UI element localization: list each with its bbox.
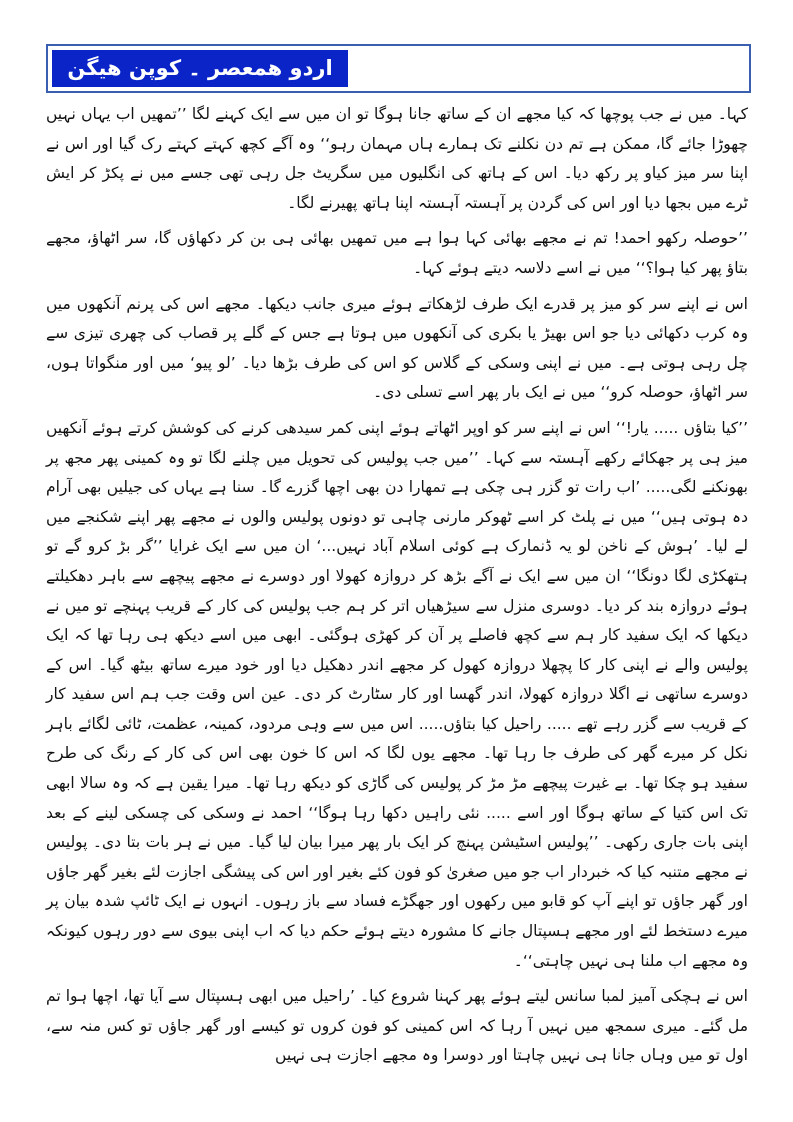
paragraph: اس نے ہچکی آمیز لمبا سانس لیتے ہوئے پھر کہنا شروع کیا۔ ’راحیل میں ابھی ہسپتال سے آیا تھا، اچھا ہوا تم مل گئے۔ میری سمجھ میں نہیں آ رہا کہ اس کمینی کو فون کروں تو کیسے اور گھر جاؤں تو کس منہ سے، اول تو میں وہاں جانا ہی نہیں چاہتا اور دوسرا وہ مجھے اجازت ہی نہیں [46, 987, 748, 1065]
paragraph: ’’حوصلہ رکھو احمد! تم نے مجھے بھائی کہا ہوا ہے میں تمھیں بھائی ہی بن کر دکھاؤں گا، سر اٹھاؤ، مجھے بتاؤ پھر کیا ہوا؟‘‘ میں نے اسے دلاسہ دیتے ہوئے کہا۔ [46, 229, 748, 277]
paragraph: کہا۔ میں نے جب پوچھا کہ کیا مجھے ان کے ساتھ جانا ہوگا تو ان میں سے ایک کہنے لگا ’’تمھیں اب یہاں نہیں چھوڑا جائے گا، ممکن ہے تم دن نکلنے تک ہمارے ہاں مہمان رہو‘‘ وہ آگے کچھ کہتے کہتے رک گیا اور اس نے اپنا سر میز کیاو پر رکھ دیا۔ اس کے ہاتھ کی انگلیوں میں سگریٹ جل رہی تھی جسے میں نے پکڑ کر ایش ٹرے میں بجھا دیا اور اس کی گردن پر آہستہ آہستہ اپنا ہاتھ پھیرنے لگا۔ [46, 105, 748, 212]
paragraph: اس نے اپنے سر کو میز پر قدرے ایک طرف لڑھکاتے ہوئے میری جانب دیکھا۔ مجھے اس کی پرنم آنکھوں میں وہ کرب دکھائی دیا جو اس بھیڑ یا بکری کی آنکھوں میں ہوتا ہے جس کے گلے پر قصاب کی چھری تیزی سے چل رہی ہوتی ہے۔ میں نے اپنی وسکی کے گلاس کو اس کی طرف بڑھا دیا۔ ’لو پیو‘ میں اور منگواتا ہوں، سر اٹھاؤ، حوصلہ کرو‘‘ میں نے ایک بار پھر اسے تسلی دی۔ [46, 294, 748, 402]
story-text [46, 100, 748, 1071]
magazine-title: اردو ھمعصر ۔ کوپن ھیگن [52, 50, 348, 87]
paragraph: ’’کیا بتاؤں ..... یار!‘‘ اس نے اپنے سر کو اوپر اٹھاتے ہوئے اپنی کمر سیدھی کرنے کی کوشش کرتے ہوئے آنکھیں میز ہی پر جھکائے رکھے آہستہ سے کہا۔ ’’میں جب پولیس کی تحویل میں چلنے لگا تو وہ کمینی پھر مجھ پر بھونکنے لگی..... ’اب رات تو گزر ہی چکی ہے تمھارا دن بھی اچھا گزرے گا۔ سنا ہے یہاں کی جیلیں بھی آرام دہ ہوتی ہیں‘‘ میں نے پلٹ کر اسے ٹھوکر مارنی چاہی تو دونوں پولیس والوں نے مجھے پھر اپنے شکنجے میں لے لیا۔ ’ہوش کے ناخن لو یہ ڈنمارک ہے کوئی اسلام آباد نہیں...‘ ان میں سے ایک غرایا ’’گر بڑ کرو گے تو ہتھکڑی لگا دونگا‘‘ ان میں سے ایک نے آگے بڑھ کر دروازہ کھولا اور دوسرے نے مجھے پیچھے سے باہر دھکیلتے ہوئے دروازہ بند کر دیا۔ دوسری منزل سے سیڑھیاں اتر کر ہم جب پولیس کی کار کے قریب پہنچے تو میں نے دیکھا کہ ایک سفید کار ہم سے کچھ فاصلے پر آن کر کھڑی ہوگئی۔ ابھی میں اسے دیکھ ہی رہا تھا کہ ایک پولیس والے نے اپنی کار کا پچھلا دروازہ کھول کر مجھے اندر دھکیل دیا اور خود میرے ساتھ بیٹھ گیا۔ اس کے دوسرے ساتھی نے اگلا دروازہ کھولا، اندر گھسا اور کار سٹارٹ کر دی۔ عین اس وقت جب ہم اس سفید کار کے قریب سے گزر رہے تھے ..... راحیل کیا بتاؤں..... اس میں سے وہی مردود، کمینہ، عظمت، ٹائی لگائے باہر نکل کر میرے گھر کی طرف جا رہا تھا۔ مجھے یوں لگا کہ اس کا خون بھی اس کی کار کے رنگ کی طرح سفید ہو چکا تھا۔ بے غیرت پیچھے مڑ مڑ کر پولیس کی گاڑی کو دیکھ رہا تھا۔ میرا یقین ہے کہ وہ سالا ابھی تک اس کتیا کے ساتھ ہوگا اور اسے ..... نئی راہیں دکھا رہا ہوگا‘‘ احمد نے وسکی کی چسکی لینے کے بعد اپنی بات جاری رکھی۔ ’’پولیس اسٹیشن پہنچ کر ایک بار پھر میرا بیان لیا گیا۔ میں نے ہر بات بتا دی۔ پولیس نے مجھے متنبہ کیا کہ خبردار اب جو میں صغریٰ کو فون کئے بغیر اور اس کی پیشگی اجازت لئے بغیر گھر جاؤں اور گھر جاؤں تو اپنے آپ کو قابو میں رکھوں اور جھگڑے فساد سے باز رہوں۔ انہوں نے ایک ٹائپ شدہ بیان پر میرے دستخط لئے اور مجھے ہسپتال جانے کا مشورہ دیتے ہوئے حکم دیا کہ اب اپنی بیوی سے دور رہوں کیونکہ وہ مجھے اب ملنا ہی نہیں چاہتی‘‘۔ [46, 418, 748, 970]
